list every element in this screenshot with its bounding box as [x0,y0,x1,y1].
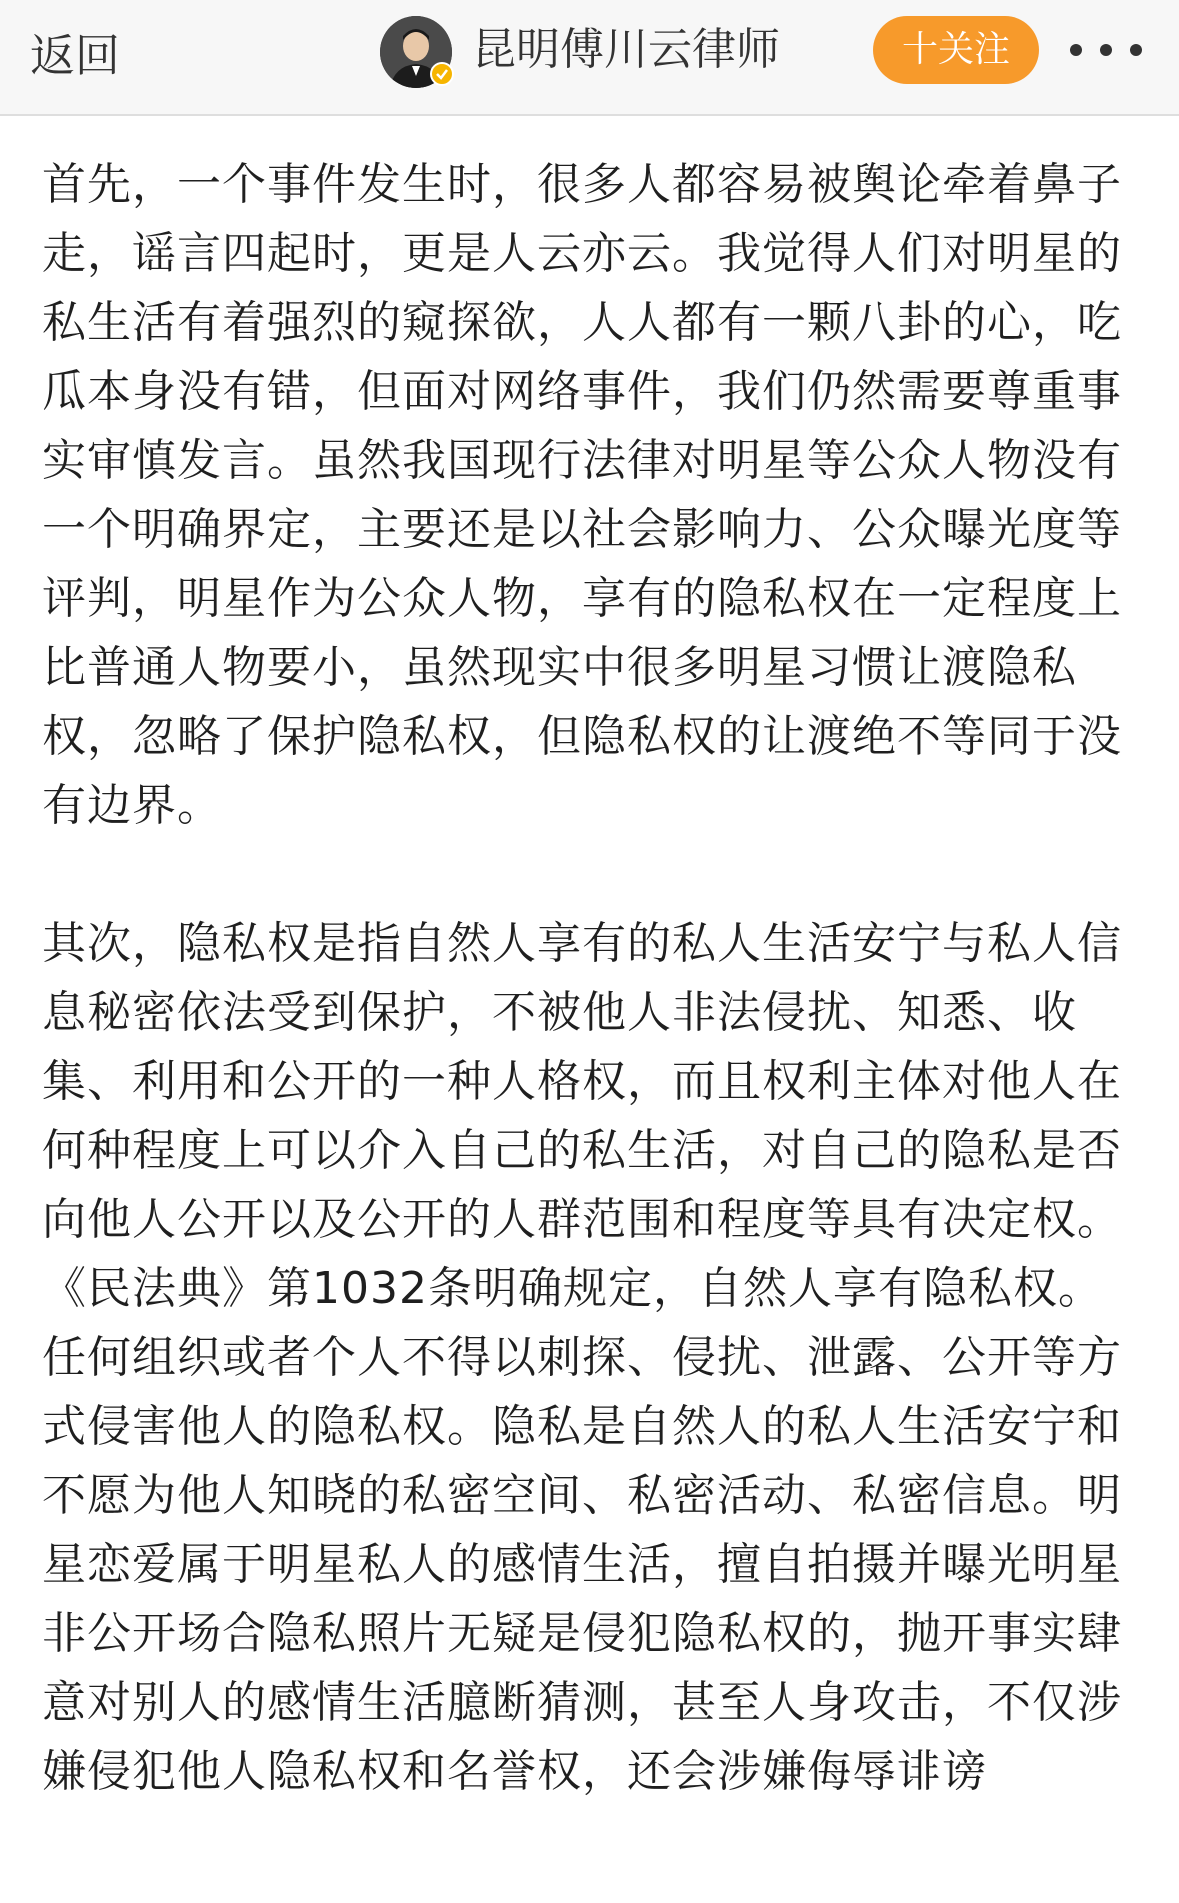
post-body [42,150,1142,1806]
top-nav-bar [0,0,1179,116]
back-button[interactable]: 返回 [30,29,121,82]
verified-badge-icon [430,62,454,86]
more-dots-icon[interactable] [1062,20,1150,80]
paragraph-spacer [42,840,1142,909]
post-paragraph-1: 首先，一个事件发生时，很多人都容易被舆论牵着鼻子走，谣言四起时，更是人云亦云。我觉得人们对明星的私生活有着强烈的窥探欲，人人都有一颗八卦的心，吃瓜本身没有错，但面对网络事件，我们仍然需要尊重事实审慎发言。虽然我国现行法律对明星等公众人物没有一个明确界定，主要还是以社会影响力、公众曝光度等评判，明星作为公众人物，享有的隐私权在一定程度上比普通人物要小，虽然现实中很多明星习惯让渡隐私权，忽略了保护隐私权，但隐私权的让渡绝不等同于没有边界。 [42,159,1122,831]
username[interactable]: 昆明傅川云律师 [472,24,780,75]
follow-button[interactable]: 十关注 [873,16,1039,84]
post-paragraph-2: 其次，隐私权是指自然人享有的私人生活安宁与私人信息秘密依法受到保护，不被他人非法侵扰、知悉、收集、利用和公开的一种人格权，而且权利主体对他人在何种程度上可以介入自己的私生活，对自己的隐私是否向他人公开以及公开的人群范围和程度等具有决定权。《民法典》第1032条明确规定，自然人享有隐私权。任何组织或者个人不得以刺探、侵扰、泄露、公开等方式侵害他人的隐私权。隐私是自然人的私人生活安宁和不愿为他人知晓的私密空间、私密活动、私密信息。明星恋爱属于明星私人的感情生活，擅自拍摄并曝光明星非公开场合隐私照片无疑是侵犯隐私权的，抛开事实肆意对别人的感情生活臆断猜测，甚至人身攻击，不仅涉嫌侵犯他人隐私权和名誉权，还会涉嫌侮辱诽谤 [42,918,1122,1797]
